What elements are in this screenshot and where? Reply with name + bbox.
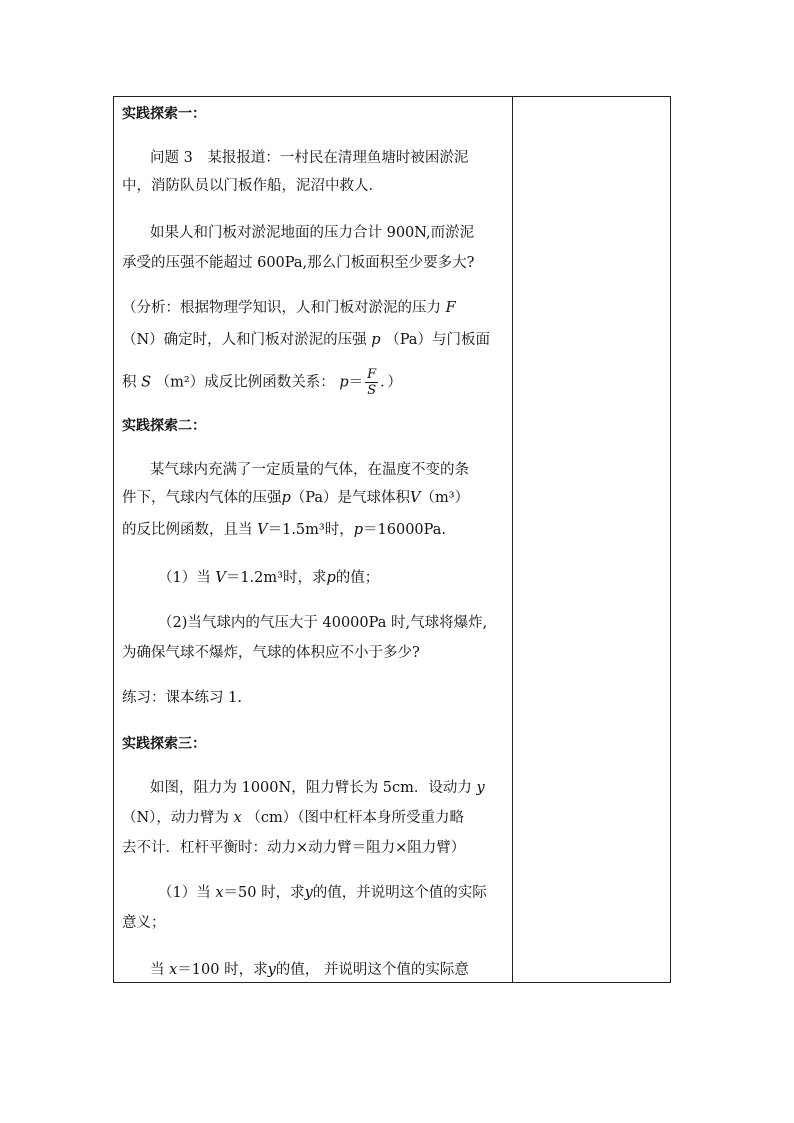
section-heading-2: 实践探索二：	[122, 418, 206, 434]
text-span: ＝16000Pa.	[363, 522, 447, 538]
paragraph-line	[122, 489, 469, 507]
variable-V: V	[410, 490, 421, 506]
question-line	[150, 961, 469, 979]
section-heading-1: 实践探索一：	[122, 106, 206, 122]
paragraph-line	[122, 809, 464, 827]
paragraph-line: 承受的压强不能超过 600Pa,那么门板面积至少要多大?	[122, 255, 475, 271]
document-table	[113, 96, 671, 983]
variable-y: y	[267, 962, 276, 978]
practice-line: 练习：课本练习 1.	[122, 690, 242, 706]
text-span: （分析：根据物理学知识，人和门板对淤泥的压力	[122, 300, 441, 316]
text-span: （cm）（图中杠杆本身所受重力略	[246, 810, 464, 826]
fraction-F-over-S	[365, 367, 378, 398]
paragraph-line: 问题 3 某报报道：一村民在清理鱼塘时被困淤泥	[150, 150, 469, 166]
variable-x: x	[215, 885, 224, 901]
text-span: 积	[122, 374, 137, 391]
content-column	[114, 97, 512, 982]
question-line: 意义；	[122, 915, 166, 931]
section-heading-3: 实践探索三：	[122, 736, 206, 752]
variable-x: x	[169, 962, 178, 978]
text-span: （m²）成反比例函数关系：	[155, 374, 335, 391]
text-span: 件下，气球内气体的压强	[122, 490, 282, 506]
text-span: （N），动力臂为	[122, 810, 229, 826]
variable-F: F	[445, 300, 456, 316]
fraction-numerator: F	[367, 367, 377, 382]
text-span: （1）当	[158, 570, 211, 586]
notes-column	[513, 97, 670, 982]
text-span: ＝1.2m³时，求	[225, 570, 327, 586]
analysis-line	[122, 299, 456, 317]
text-span: （m³）	[420, 490, 470, 506]
text-span: 的值， 并说明这个值的实际意	[275, 962, 469, 978]
question-line: 为确保气球不爆炸，气球的体积应不小于多少?	[122, 645, 420, 661]
text-span: （Pa）与门板面	[385, 332, 490, 348]
analysis-formula-line	[122, 367, 402, 398]
paragraph-line: 去不计．杠杆平衡时：动力×动力臂＝阻力×阻力臂）	[122, 840, 466, 856]
text-span: （Pa）是气球体积	[290, 490, 411, 506]
variable-V: V	[257, 522, 268, 538]
variable-p: p	[353, 522, 364, 538]
paragraph-line: 某气球内充满了一定质量的气体，在温度不变的条	[150, 462, 469, 478]
variable-x: x	[233, 810, 242, 826]
paragraph-line: 中，消防队员以门板作船，泥沼中救人．	[122, 178, 383, 194]
paragraph-line	[150, 779, 485, 797]
variable-p: p	[326, 570, 336, 586]
text-span: ＝50 时，求	[223, 885, 305, 901]
question-line	[158, 569, 379, 587]
paragraph-line	[122, 521, 446, 539]
variable-V: V	[215, 570, 226, 586]
fraction-denominator: S	[367, 383, 377, 398]
variable-y: y	[304, 885, 313, 901]
analysis-line	[122, 331, 490, 349]
text-span: ．）	[380, 374, 402, 391]
text-span: （1）当	[158, 885, 211, 901]
variable-p: p	[281, 490, 291, 506]
text-span: 当	[150, 962, 165, 978]
text-span: （N）确定时，人和门板对淤泥的压强	[122, 332, 367, 348]
variable-y: y	[476, 780, 485, 796]
text-span: 的反比例函数，且当	[122, 522, 253, 538]
question-line: （2)当气球内的气压大于 40000Pa 时,气球将爆炸,	[158, 615, 488, 631]
text-span: ＝1.5m³时，	[267, 522, 354, 538]
equals-sign: ＝	[348, 374, 364, 391]
question-line	[158, 884, 487, 902]
text-span: 的值，并说明这个值的实际	[312, 885, 487, 901]
text-span: ＝100 时，求	[177, 962, 268, 978]
variable-p: p	[371, 332, 381, 348]
paragraph-line: 如果人和门板对淤泥地面的压力合计 900N,而淤泥	[150, 225, 475, 241]
variable-p: p	[339, 374, 349, 391]
variable-S: S	[141, 374, 152, 391]
text-span: 如图，阻力为 1000N，阻力臂长为 5cm．设动力	[150, 780, 472, 796]
text-span: 的值；	[335, 570, 380, 586]
